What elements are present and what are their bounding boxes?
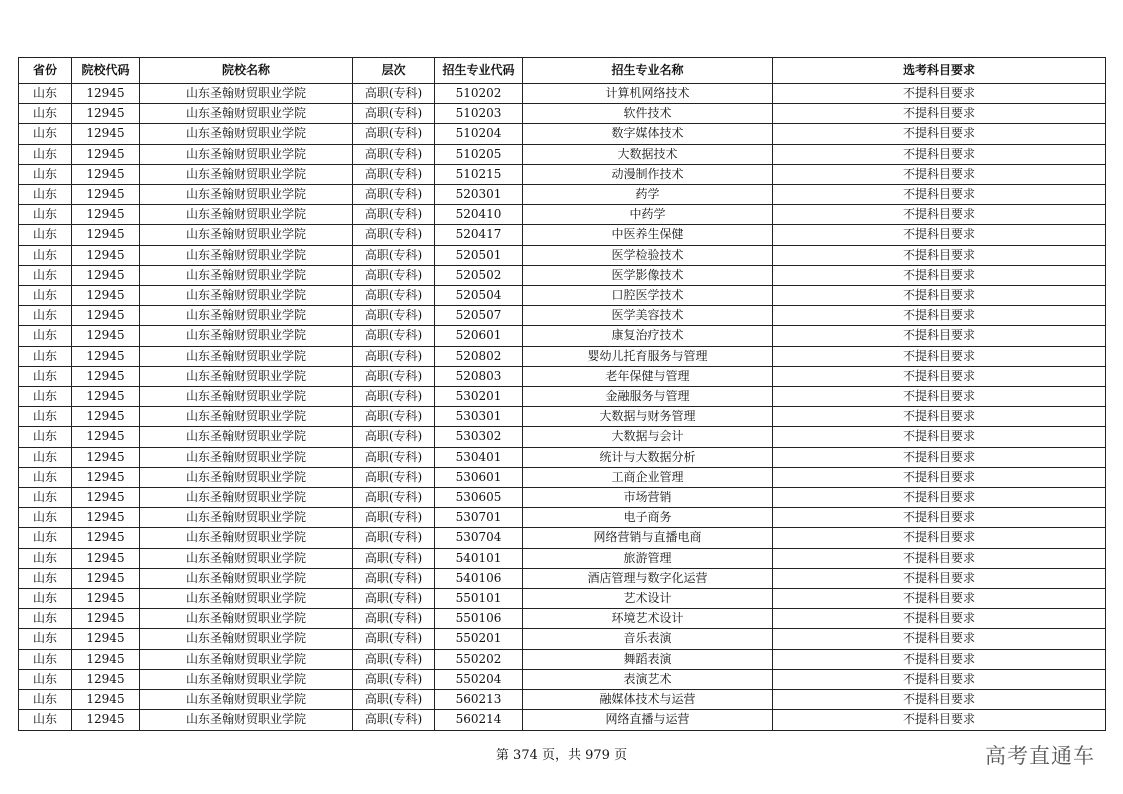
- header-subject-requirement: 选考科目要求: [773, 58, 1106, 84]
- cell-province: 山东: [19, 366, 72, 386]
- cell-major-name: 动漫制作技术: [523, 164, 773, 184]
- header-school-name: 院校名称: [140, 58, 353, 84]
- cell-major-name: 统计与大数据分析: [523, 447, 773, 467]
- cell-province: 山东: [19, 124, 72, 144]
- table-row: [19, 104, 1106, 124]
- cell-major-name: 工商企业管理: [523, 467, 773, 487]
- cell-major-name: 婴幼儿托育服务与管理: [523, 346, 773, 366]
- header-row: [19, 58, 1106, 84]
- cell-school-code: 12945: [72, 144, 140, 164]
- cell-level: 高职(专科): [353, 447, 435, 467]
- cell-major-code: 540101: [435, 548, 523, 568]
- cell-subject-requirement: 不提科目要求: [773, 346, 1106, 366]
- header-province: 省份: [19, 58, 72, 84]
- cell-school-name: 山东圣翰财贸职业学院: [140, 447, 353, 467]
- table-row: [19, 225, 1106, 245]
- cell-level: 高职(专科): [353, 306, 435, 326]
- cell-major-code: 560213: [435, 690, 523, 710]
- cell-level: 高职(专科): [353, 164, 435, 184]
- cell-major-code: 520803: [435, 366, 523, 386]
- cell-school-name: 山东圣翰财贸职业学院: [140, 205, 353, 225]
- cell-major-name: 计算机网络技术: [523, 84, 773, 104]
- cell-level: 高职(专科): [353, 225, 435, 245]
- cell-school-name: 山东圣翰财贸职业学院: [140, 488, 353, 508]
- cell-subject-requirement: 不提科目要求: [773, 144, 1106, 164]
- cell-level: 高职(专科): [353, 528, 435, 548]
- cell-major-name: 口腔医学技术: [523, 286, 773, 306]
- cell-major-code: 530601: [435, 467, 523, 487]
- table-row: [19, 467, 1106, 487]
- table-row: [19, 568, 1106, 588]
- table-row: [19, 164, 1106, 184]
- cell-province: 山东: [19, 225, 72, 245]
- cell-province: 山东: [19, 427, 72, 447]
- cell-level: 高职(专科): [353, 467, 435, 487]
- cell-level: 高职(专科): [353, 286, 435, 306]
- cell-major-name: 大数据与会计: [523, 427, 773, 447]
- cell-major-code: 520417: [435, 225, 523, 245]
- cell-school-code: 12945: [72, 245, 140, 265]
- cell-school-name: 山东圣翰财贸职业学院: [140, 467, 353, 487]
- cell-school-name: 山东圣翰财贸职业学院: [140, 690, 353, 710]
- cell-major-code: 560214: [435, 710, 523, 730]
- cell-subject-requirement: 不提科目要求: [773, 306, 1106, 326]
- cell-major-code: 550201: [435, 629, 523, 649]
- table-row: [19, 286, 1106, 306]
- table-row: [19, 185, 1106, 205]
- table-row: [19, 690, 1106, 710]
- cell-level: 高职(专科): [353, 265, 435, 285]
- cell-subject-requirement: 不提科目要求: [773, 84, 1106, 104]
- cell-major-name: 医学影像技术: [523, 265, 773, 285]
- cell-major-name: 老年保健与管理: [523, 366, 773, 386]
- cell-school-name: 山东圣翰财贸职业学院: [140, 185, 353, 205]
- cell-subject-requirement: 不提科目要求: [773, 124, 1106, 144]
- cell-level: 高职(专科): [353, 710, 435, 730]
- cell-major-code: 550106: [435, 609, 523, 629]
- cell-major-name: 网络营销与直播电商: [523, 528, 773, 548]
- cell-school-name: 山东圣翰财贸职业学院: [140, 649, 353, 669]
- cell-level: 高职(专科): [353, 589, 435, 609]
- cell-province: 山东: [19, 528, 72, 548]
- table-row: [19, 387, 1106, 407]
- cell-level: 高职(专科): [353, 84, 435, 104]
- table-row: [19, 306, 1106, 326]
- cell-school-code: 12945: [72, 548, 140, 568]
- cell-school-name: 山东圣翰财贸职业学院: [140, 104, 353, 124]
- cell-school-code: 12945: [72, 205, 140, 225]
- cell-major-code: 510204: [435, 124, 523, 144]
- cell-school-name: 山东圣翰财贸职业学院: [140, 245, 353, 265]
- cell-subject-requirement: 不提科目要求: [773, 528, 1106, 548]
- cell-subject-requirement: 不提科目要求: [773, 326, 1106, 346]
- cell-level: 高职(专科): [353, 568, 435, 588]
- cell-province: 山东: [19, 589, 72, 609]
- cell-school-name: 山东圣翰财贸职业学院: [140, 427, 353, 447]
- cell-subject-requirement: 不提科目要求: [773, 205, 1106, 225]
- cell-province: 山东: [19, 286, 72, 306]
- cell-major-name: 舞蹈表演: [523, 649, 773, 669]
- table-body: [19, 84, 1106, 731]
- cell-major-name: 软件技术: [523, 104, 773, 124]
- cell-major-name: 医学美容技术: [523, 306, 773, 326]
- cell-province: 山东: [19, 164, 72, 184]
- cell-school-code: 12945: [72, 649, 140, 669]
- cell-school-code: 12945: [72, 407, 140, 427]
- cell-major-name: 艺术设计: [523, 589, 773, 609]
- cell-school-code: 12945: [72, 589, 140, 609]
- cell-major-code: 520802: [435, 346, 523, 366]
- cell-province: 山东: [19, 205, 72, 225]
- cell-school-name: 山东圣翰财贸职业学院: [140, 265, 353, 285]
- cell-subject-requirement: 不提科目要求: [773, 568, 1106, 588]
- table-row: [19, 84, 1106, 104]
- cell-level: 高职(专科): [353, 245, 435, 265]
- cell-level: 高职(专科): [353, 488, 435, 508]
- cell-province: 山东: [19, 508, 72, 528]
- cell-subject-requirement: 不提科目要求: [773, 609, 1106, 629]
- cell-subject-requirement: 不提科目要求: [773, 104, 1106, 124]
- cell-subject-requirement: 不提科目要求: [773, 366, 1106, 386]
- cell-major-code: 530701: [435, 508, 523, 528]
- cell-level: 高职(专科): [353, 427, 435, 447]
- cell-level: 高职(专科): [353, 144, 435, 164]
- cell-subject-requirement: 不提科目要求: [773, 690, 1106, 710]
- cell-province: 山东: [19, 609, 72, 629]
- cell-level: 高职(专科): [353, 649, 435, 669]
- cell-major-code: 530704: [435, 528, 523, 548]
- cell-school-name: 山东圣翰财贸职业学院: [140, 387, 353, 407]
- cell-school-code: 12945: [72, 690, 140, 710]
- cell-province: 山东: [19, 447, 72, 467]
- header-school-code: 院校代码: [72, 58, 140, 84]
- table-row: [19, 346, 1106, 366]
- cell-major-code: 520504: [435, 286, 523, 306]
- cell-province: 山东: [19, 185, 72, 205]
- cell-school-code: 12945: [72, 447, 140, 467]
- cell-major-code: 510202: [435, 84, 523, 104]
- cell-province: 山东: [19, 629, 72, 649]
- cell-level: 高职(专科): [353, 124, 435, 144]
- cell-level: 高职(专科): [353, 508, 435, 528]
- cell-school-code: 12945: [72, 306, 140, 326]
- cell-province: 山东: [19, 407, 72, 427]
- cell-province: 山东: [19, 346, 72, 366]
- cell-school-name: 山东圣翰财贸职业学院: [140, 407, 353, 427]
- cell-level: 高职(专科): [353, 104, 435, 124]
- cell-major-code: 510203: [435, 104, 523, 124]
- cell-level: 高职(专科): [353, 669, 435, 689]
- cell-school-code: 12945: [72, 185, 140, 205]
- cell-school-name: 山东圣翰财贸职业学院: [140, 568, 353, 588]
- cell-province: 山东: [19, 306, 72, 326]
- cell-school-code: 12945: [72, 84, 140, 104]
- cell-subject-requirement: 不提科目要求: [773, 589, 1106, 609]
- cell-school-name: 山东圣翰财贸职业学院: [140, 609, 353, 629]
- cell-province: 山东: [19, 649, 72, 669]
- page-number: 第 374 页，共 979 页: [495, 748, 628, 763]
- cell-major-name: 药学: [523, 185, 773, 205]
- cell-subject-requirement: 不提科目要求: [773, 447, 1106, 467]
- cell-subject-requirement: 不提科目要求: [773, 649, 1106, 669]
- cell-subject-requirement: 不提科目要求: [773, 467, 1106, 487]
- cell-subject-requirement: 不提科目要求: [773, 245, 1106, 265]
- cell-school-name: 山东圣翰财贸职业学院: [140, 710, 353, 730]
- cell-school-name: 山东圣翰财贸职业学院: [140, 306, 353, 326]
- cell-level: 高职(专科): [353, 690, 435, 710]
- cell-subject-requirement: 不提科目要求: [773, 710, 1106, 730]
- cell-school-name: 山东圣翰财贸职业学院: [140, 225, 353, 245]
- cell-school-name: 山东圣翰财贸职业学院: [140, 144, 353, 164]
- cell-level: 高职(专科): [353, 548, 435, 568]
- cell-school-name: 山东圣翰财贸职业学院: [140, 164, 353, 184]
- cell-school-code: 12945: [72, 286, 140, 306]
- cell-province: 山东: [19, 467, 72, 487]
- table-header: [19, 58, 1106, 84]
- cell-school-code: 12945: [72, 326, 140, 346]
- cell-subject-requirement: 不提科目要求: [773, 427, 1106, 447]
- cell-level: 高职(专科): [353, 407, 435, 427]
- cell-subject-requirement: 不提科目要求: [773, 407, 1106, 427]
- cell-level: 高职(专科): [353, 387, 435, 407]
- cell-level: 高职(专科): [353, 205, 435, 225]
- cell-school-code: 12945: [72, 467, 140, 487]
- cell-major-name: 数字媒体技术: [523, 124, 773, 144]
- cell-major-code: 530302: [435, 427, 523, 447]
- cell-province: 山东: [19, 669, 72, 689]
- cell-province: 山东: [19, 488, 72, 508]
- table-row: [19, 710, 1106, 730]
- table-row: [19, 589, 1106, 609]
- cell-major-code: 520410: [435, 205, 523, 225]
- cell-province: 山东: [19, 387, 72, 407]
- cell-major-name: 中医养生保健: [523, 225, 773, 245]
- table-row: [19, 609, 1106, 629]
- table-row: [19, 528, 1106, 548]
- table-row: [19, 427, 1106, 447]
- cell-major-code: 520507: [435, 306, 523, 326]
- table-row: [19, 265, 1106, 285]
- cell-level: 高职(专科): [353, 326, 435, 346]
- cell-province: 山东: [19, 265, 72, 285]
- cell-major-name: 旅游管理: [523, 548, 773, 568]
- cell-major-code: 530401: [435, 447, 523, 467]
- cell-subject-requirement: 不提科目要求: [773, 548, 1106, 568]
- cell-school-code: 12945: [72, 124, 140, 144]
- cell-school-name: 山东圣翰财贸职业学院: [140, 528, 353, 548]
- cell-school-code: 12945: [72, 427, 140, 447]
- cell-level: 高职(专科): [353, 366, 435, 386]
- cell-school-code: 12945: [72, 488, 140, 508]
- cell-school-name: 山东圣翰财贸职业学院: [140, 589, 353, 609]
- cell-school-code: 12945: [72, 528, 140, 548]
- table-row: [19, 407, 1106, 427]
- cell-school-code: 12945: [72, 265, 140, 285]
- cell-province: 山东: [19, 326, 72, 346]
- cell-major-name: 融媒体技术与运营: [523, 690, 773, 710]
- cell-major-name: 中药学: [523, 205, 773, 225]
- table-row: [19, 144, 1106, 164]
- header-major-name: 招生专业名称: [523, 58, 773, 84]
- cell-school-code: 12945: [72, 387, 140, 407]
- cell-major-name: 环境艺术设计: [523, 609, 773, 629]
- cell-school-code: 12945: [72, 225, 140, 245]
- cell-subject-requirement: 不提科目要求: [773, 508, 1106, 528]
- cell-school-name: 山东圣翰财贸职业学院: [140, 629, 353, 649]
- cell-subject-requirement: 不提科目要求: [773, 488, 1106, 508]
- cell-school-code: 12945: [72, 164, 140, 184]
- cell-level: 高职(专科): [353, 346, 435, 366]
- cell-major-code: 530201: [435, 387, 523, 407]
- cell-major-name: 酒店管理与数字化运营: [523, 568, 773, 588]
- cell-major-code: 520601: [435, 326, 523, 346]
- cell-subject-requirement: 不提科目要求: [773, 629, 1106, 649]
- cell-school-code: 12945: [72, 508, 140, 528]
- watermark-logo: 高考直通车: [985, 744, 1095, 768]
- cell-school-code: 12945: [72, 346, 140, 366]
- cell-school-name: 山东圣翰财贸职业学院: [140, 346, 353, 366]
- table-row: [19, 205, 1106, 225]
- cell-subject-requirement: 不提科目要求: [773, 164, 1106, 184]
- cell-major-code: 520501: [435, 245, 523, 265]
- table-row: [19, 508, 1106, 528]
- cell-school-name: 山东圣翰财贸职业学院: [140, 508, 353, 528]
- cell-province: 山东: [19, 548, 72, 568]
- cell-major-name: 大数据与财务管理: [523, 407, 773, 427]
- table-row: [19, 548, 1106, 568]
- cell-major-code: 520301: [435, 185, 523, 205]
- cell-subject-requirement: 不提科目要求: [773, 185, 1106, 205]
- cell-school-code: 12945: [72, 629, 140, 649]
- cell-school-name: 山东圣翰财贸职业学院: [140, 326, 353, 346]
- cell-subject-requirement: 不提科目要求: [773, 286, 1106, 306]
- cell-school-name: 山东圣翰财贸职业学院: [140, 669, 353, 689]
- table-row: [19, 245, 1106, 265]
- cell-province: 山东: [19, 710, 72, 730]
- cell-province: 山东: [19, 144, 72, 164]
- cell-major-code: 530301: [435, 407, 523, 427]
- header-level: 层次: [353, 58, 435, 84]
- cell-level: 高职(专科): [353, 629, 435, 649]
- cell-province: 山东: [19, 245, 72, 265]
- cell-school-name: 山东圣翰财贸职业学院: [140, 124, 353, 144]
- header-major-code: 招生专业代码: [435, 58, 523, 84]
- cell-major-code: 510215: [435, 164, 523, 184]
- table-row: [19, 366, 1106, 386]
- cell-school-code: 12945: [72, 568, 140, 588]
- cell-major-name: 康复治疗技术: [523, 326, 773, 346]
- table-row: [19, 447, 1106, 467]
- cell-school-name: 山东圣翰财贸职业学院: [140, 548, 353, 568]
- cell-major-code: 550202: [435, 649, 523, 669]
- cell-province: 山东: [19, 568, 72, 588]
- table-row: [19, 649, 1106, 669]
- cell-major-code: 520502: [435, 265, 523, 285]
- cell-school-code: 12945: [72, 609, 140, 629]
- cell-major-code: 530605: [435, 488, 523, 508]
- table-row: [19, 488, 1106, 508]
- table-row: [19, 629, 1106, 649]
- cell-school-code: 12945: [72, 104, 140, 124]
- table-row: [19, 124, 1106, 144]
- admissions-table: [18, 57, 1106, 731]
- cell-school-name: 山东圣翰财贸职业学院: [140, 84, 353, 104]
- cell-subject-requirement: 不提科目要求: [773, 265, 1106, 285]
- cell-major-code: 540106: [435, 568, 523, 588]
- cell-school-code: 12945: [72, 710, 140, 730]
- cell-major-name: 医学检验技术: [523, 245, 773, 265]
- cell-major-name: 市场营销: [523, 488, 773, 508]
- table-row: [19, 326, 1106, 346]
- cell-subject-requirement: 不提科目要求: [773, 387, 1106, 407]
- cell-school-name: 山东圣翰财贸职业学院: [140, 366, 353, 386]
- cell-province: 山东: [19, 84, 72, 104]
- cell-major-code: 510205: [435, 144, 523, 164]
- cell-major-name: 网络直播与运营: [523, 710, 773, 730]
- cell-subject-requirement: 不提科目要求: [773, 225, 1106, 245]
- cell-major-code: 550101: [435, 589, 523, 609]
- cell-major-name: 电子商务: [523, 508, 773, 528]
- table-row: [19, 669, 1106, 689]
- cell-level: 高职(专科): [353, 185, 435, 205]
- cell-major-name: 大数据技术: [523, 144, 773, 164]
- cell-major-code: 550204: [435, 669, 523, 689]
- cell-major-name: 音乐表演: [523, 629, 773, 649]
- cell-major-name: 金融服务与管理: [523, 387, 773, 407]
- cell-province: 山东: [19, 104, 72, 124]
- cell-school-name: 山东圣翰财贸职业学院: [140, 286, 353, 306]
- cell-subject-requirement: 不提科目要求: [773, 669, 1106, 689]
- cell-school-code: 12945: [72, 669, 140, 689]
- cell-province: 山东: [19, 690, 72, 710]
- cell-level: 高职(专科): [353, 609, 435, 629]
- cell-major-name: 表演艺术: [523, 669, 773, 689]
- cell-school-code: 12945: [72, 366, 140, 386]
